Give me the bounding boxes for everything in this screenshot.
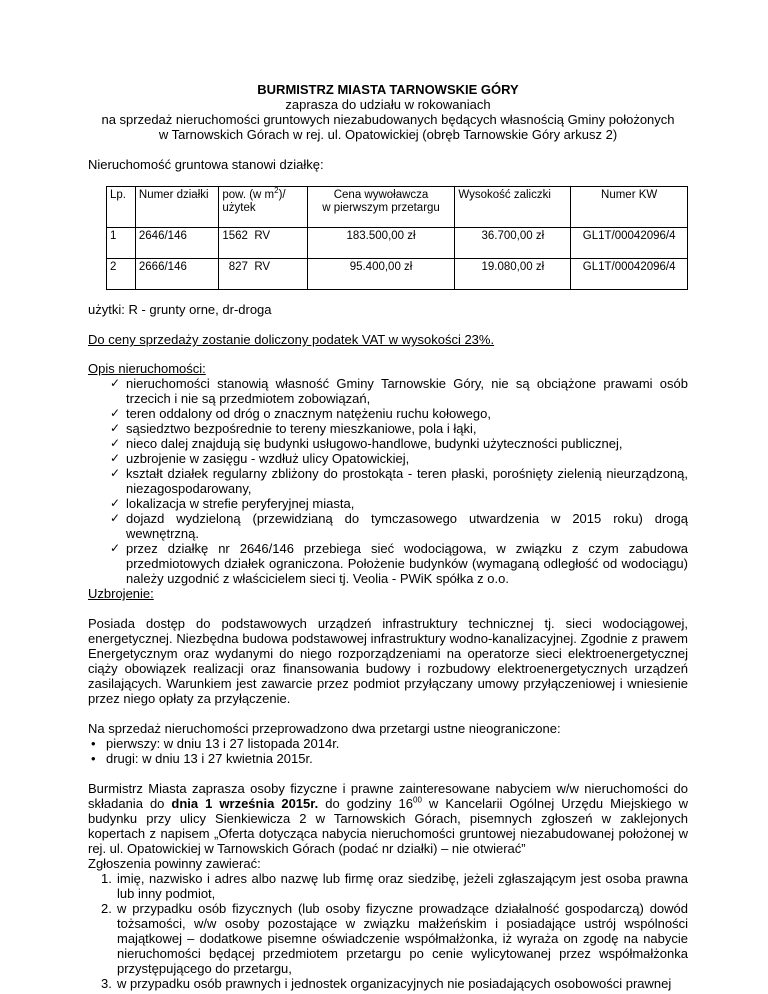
- list-item: ✓ uzbrojenie w zasięgu - wzdłuż ulicy Opatowickiej,: [110, 451, 410, 466]
- header-pow: pow. (w $m^2)/$ użytek: [219, 187, 307, 228]
- uzbrojenie-heading: Uzbrojenie:: [88, 586, 154, 601]
- header-kw: Numer KW: [571, 187, 688, 228]
- plots-table: [106, 186, 688, 290]
- cell-cena: 95.400,00 zł: [307, 259, 455, 290]
- subtitle-line-2: na sprzedaż nieruchomości gruntowych niezabudowanych będących własnością Gminy położonych: [101, 112, 675, 127]
- intro-text: Nieruchomość gruntowa stanowi działkę:: [88, 157, 324, 172]
- cell-lp: 2: [107, 259, 136, 290]
- header-zaliczka: Wysokość zaliczki: [455, 187, 571, 228]
- cell-kw: GL1T/00042096/4: [571, 228, 688, 259]
- subtitle-line-1: zaprasza do udziału w rokowaniach: [285, 97, 491, 112]
- zgloszenia-heading: Zgłoszenia powinny zawierać:: [88, 856, 261, 871]
- table-row: [107, 228, 688, 259]
- checkmark-icon: ✓: [110, 541, 121, 555]
- cell-zaliczka: 19.080,00 zł: [455, 259, 571, 290]
- cell-kw: GL1T/00042096/4: [571, 259, 688, 290]
- checkmark-icon: ✓: [110, 466, 121, 480]
- table-header-row: [107, 187, 688, 228]
- cell-numer: 2666/146: [135, 259, 218, 290]
- list-item: 3. w przypadku osób prawnych i jednostek organizacyjnych nie posiadających osobowości prawnej: [101, 976, 672, 991]
- przetargi-intro: Na sprzedaż nieruchomości przeprowadzono dwa przetargi ustne nieograniczone:: [88, 721, 561, 736]
- cell-pow: 1562 RV: [219, 228, 307, 259]
- bullet-icon: •: [91, 736, 96, 751]
- checkmark-icon: ✓: [110, 496, 121, 510]
- subtitle-line-3: w Tarnowskich Górach w rej. ul. Opatowickiej (obręb Tarnowskie Góry arkusz 2): [158, 127, 618, 142]
- checkmark-icon: ✓: [110, 406, 121, 420]
- list-item: 1. imię, nazwisko i adres albo nazwę lub firmę oraz siedzibę, jeżeli zgłaszającym jest osoba prawna lub inny podmiot,: [101, 871, 688, 901]
- checkmark-icon: ✓: [110, 436, 121, 450]
- opis-list: [88, 376, 688, 586]
- header-cena: Cena wywoławcza w pierwszym przetargu: [307, 187, 455, 228]
- checkmark-icon: ✓: [110, 451, 121, 465]
- invitation-paragraph: Burmistrz Miasta zaprasza osoby fizyczne i prawne zainteresowane nabyciem w/w nieruchomości do składania do dnia 1 września 2015r. do godziny $16^{00}$ w Kancelarii Ogólnej Urzędu Miejskiego w budynku przy ulicy Sienkiewicza 2 w Tarnowskich Górach, pisemnych zgłoszeń w zaklejonych kopertach z napisem „Oferta dotycząca nabycia nieruchomości gruntowej niezabudowanej położonej w rej. ul. Opatowickiej w Tarnowskich Górach (podać nr działki) – nie otwierać”: [88, 781, 688, 856]
- deadline-date: dnia 1 września 2015r.: [171, 796, 319, 811]
- list-item: ✓ nieco dalej znajdują się budynki usługowo-handlowe, budynki użyteczności publicznej,: [110, 436, 623, 451]
- cell-pow: 827 RV: [219, 259, 307, 290]
- uzbrojenie-text: Posiada dostęp do podstawowych urządzeń infrastruktury technicznej tj. sieci wodociągowej, energetycznej. Niezbędna budowa podstawowej infrastruktury wodno-kanalizacyjnej. Zgodnie z prawem Energetycznym oraz wydanymi do niego rozporządzeniami na operatorze sieci elektroenergetycznej ciąży obowiązek realizacji oraz finansowania budowy i rozbudowy elektroenergetycznych urządzeń zasilających. Warunkiem jest zawarcie przez podmiot przyłączany umowy przyłączeniowej i wniesienie przez niego opłaty za przyłączenie.: [88, 616, 688, 706]
- header-numer: Numer działki: [135, 187, 218, 228]
- bullet-icon: •: [91, 751, 96, 766]
- list-item: ✓ sąsiedztwo bezpośrednie to tereny mieszkaniowe, pola i łąki,: [110, 421, 477, 436]
- document-page: [88, 82, 688, 991]
- list-item: ✓ przez działkę nr 2646/146 przebiega sieć wodociągowa, w związku z czym zabudowa przedmiotowych działek ograniczona. Położenie budynków (wymaganą odległość od wodociągu) należy uzgodnić z właścicielem sieci tj. Veolia - PWiK spółka z o.o.: [110, 541, 688, 586]
- cell-cena: 183.500,00 zł: [307, 228, 455, 259]
- list-item: 2. w przypadku osób fizycznych (lub osoby fizyczne prowadzące działalność gospodarczą) dowód tożsamości, w/w osoby pozostające w związku małżeńskim i posiadające ustrój wspólności majątkowej – dodatkowe pisemne oświadczenie współmałżonka, iż wyraża on zgodę na nabycie nieruchomości będącej przedmiotem przetargu po cenie wylicytowanej przez współmałżonka przystępującego do przetargu,: [101, 901, 688, 976]
- list-item: • drugi: w dniu 13 i 27 kwietnia 2015r.: [91, 751, 313, 766]
- document-title: BURMISTRZ MIASTA TARNOWSKIE GÓRY: [257, 82, 519, 97]
- cell-numer: 2646/146: [135, 228, 218, 259]
- vat-note: Do ceny sprzedaży zostanie doliczony podatek VAT w wysokości 23%.: [88, 332, 495, 347]
- list-item: • pierwszy: w dniu 13 i 27 listopada 2014r.: [91, 736, 340, 751]
- list-item: ✓ dojazd wydzieloną (przewidzianą do tymczasowego utwardzenia w 2015 roku) drogą wewnętrzną.: [110, 511, 688, 541]
- opis-heading: Opis nieruchomości:: [88, 361, 206, 376]
- list-item: ✓ teren oddalony od dróg o znacznym natężeniu ruchu kołowego,: [110, 406, 491, 421]
- list-item: ✓ kształt działek regularny zbliżony do prostokąta - teren płaski, porośnięty zielenią nieurządzoną, niezagospodarowany,: [110, 466, 688, 496]
- list-item: ✓ nieruchomości stanowią własność Gminy Tarnowskie Góry, nie są obciążone prawami osób trzecich i nie są przedmiotem zobowiązań,: [110, 376, 688, 406]
- uzytki-legend: użytki: R - grunty orne, dr-droga: [88, 302, 272, 317]
- checkmark-icon: ✓: [110, 376, 121, 390]
- zgloszenia-list: [88, 871, 688, 991]
- przetargi-list: [88, 736, 688, 766]
- header-lp: Lp.: [107, 187, 136, 228]
- table-row: [107, 259, 688, 290]
- cell-zaliczka: 36.700,00 zł: [455, 228, 571, 259]
- checkmark-icon: ✓: [110, 511, 121, 525]
- list-item: ✓ lokalizacja w strefie peryferyjnej miasta,: [110, 496, 355, 511]
- checkmark-icon: ✓: [110, 421, 121, 435]
- cell-lp: 1: [107, 228, 136, 259]
